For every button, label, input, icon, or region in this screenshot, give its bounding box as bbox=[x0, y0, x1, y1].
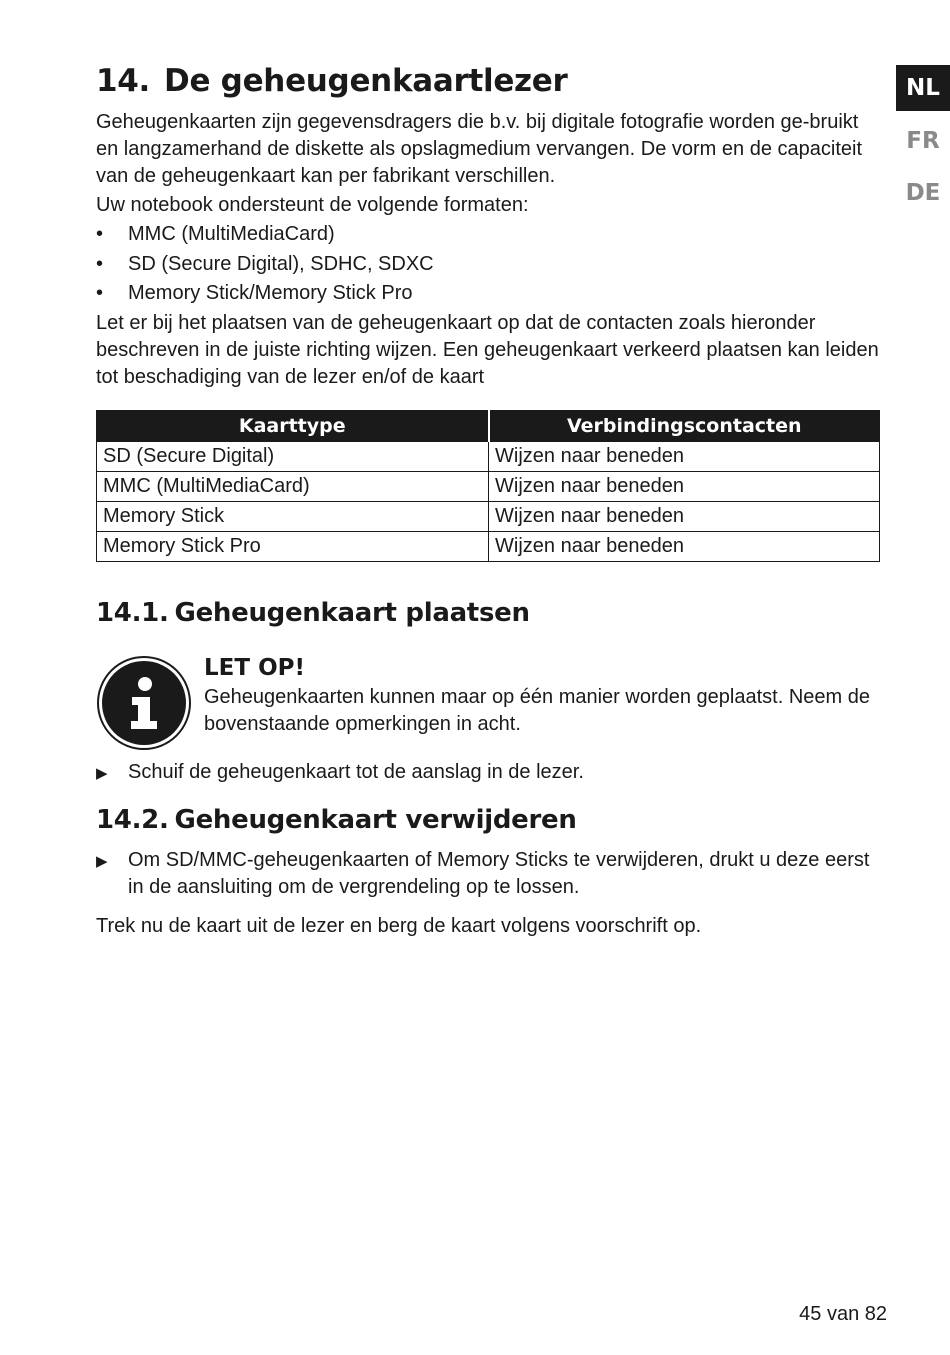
lang-tab-de: DE bbox=[905, 180, 941, 206]
column-header-card-type: Kaarttype bbox=[97, 411, 489, 442]
subsection-heading-remove: 14.2. Geheugenkaart verwijderen bbox=[96, 805, 577, 835]
intro-paragraph: Geheugenkaarten zijn gegevensdragers die b.v. bij digitale fotografie worden ge-bruikt en langzamerhand de diskette als opslagmedium vervangen. De vorm en de capaciteit van de geheugenkaart kan per fabrikant verschillen. bbox=[96, 111, 862, 187]
section-heading bbox=[96, 60, 568, 102]
lang-tab-nl: NL bbox=[896, 65, 950, 111]
bullet: • bbox=[96, 252, 104, 275]
closing-paragraph: Trek nu de kaart uit de lezer en berg de kaart volgens voorschrift op. bbox=[96, 915, 702, 937]
list-item: • Memory Stick/Memory Stick Pro bbox=[96, 279, 434, 309]
warning-paragraph: Let er bij het plaatsen van de geheugenkaart op dat de contacten zoals hieronder beschreven in de juiste richting wijzen. Een geheugenkaart verkeerd plaatsen kan leiden tot beschadiging van de lezer en/of de kaart bbox=[96, 312, 879, 388]
step-insert: ▶ Schuif de geheugenkaart tot de aanslag in de lezer. bbox=[96, 759, 886, 786]
step-remove: ▶ Om SD/MMC-geheugenkaarten of Memory Sticks te verwijderen, drukt u deze eerst in de aansluiting om de vergrendeling op te lossen. bbox=[96, 849, 870, 898]
table-row: MMC (MultiMediaCard) Wijzen naar beneden bbox=[97, 472, 880, 502]
subsection-heading-insert: 14.1. Geheugenkaart plaatsen bbox=[96, 598, 530, 628]
section-number: 14. bbox=[96, 63, 151, 99]
arrow-right-icon: ▶ bbox=[96, 853, 108, 870]
formats-list bbox=[96, 220, 434, 309]
note-title: LET OP! bbox=[204, 655, 305, 681]
note-text: Geheugenkaarten kunnen maar op één manier worden geplaatst. Neem de bovenstaande opmerkingen in acht. bbox=[204, 686, 870, 735]
card-type-table bbox=[96, 410, 880, 562]
table-row: Memory Stick Wijzen naar beneden bbox=[97, 502, 880, 532]
page-number: 45 van 82 bbox=[799, 1303, 887, 1325]
lang-tab-fr: FR bbox=[906, 128, 940, 154]
list-item: • SD (Secure Digital), SDHC, SDXC bbox=[96, 250, 434, 280]
table-header-row bbox=[97, 411, 880, 442]
arrow-right-icon: ▶ bbox=[96, 765, 108, 782]
bullet: • bbox=[96, 223, 104, 245]
list-item: • MMC (MultiMediaCard) bbox=[96, 220, 434, 250]
section-title: De geheugenkaartlezer bbox=[164, 63, 568, 99]
formats-intro: Uw notebook ondersteunt de volgende formaten: bbox=[96, 194, 529, 216]
table-row: Memory Stick Pro Wijzen naar beneden bbox=[97, 532, 880, 562]
table-row: SD (Secure Digital) Wijzen naar beneden bbox=[97, 442, 880, 472]
column-header-contacts: Verbindingscontacten bbox=[489, 411, 880, 442]
info-icon bbox=[96, 655, 192, 751]
bullet: • bbox=[96, 282, 104, 304]
